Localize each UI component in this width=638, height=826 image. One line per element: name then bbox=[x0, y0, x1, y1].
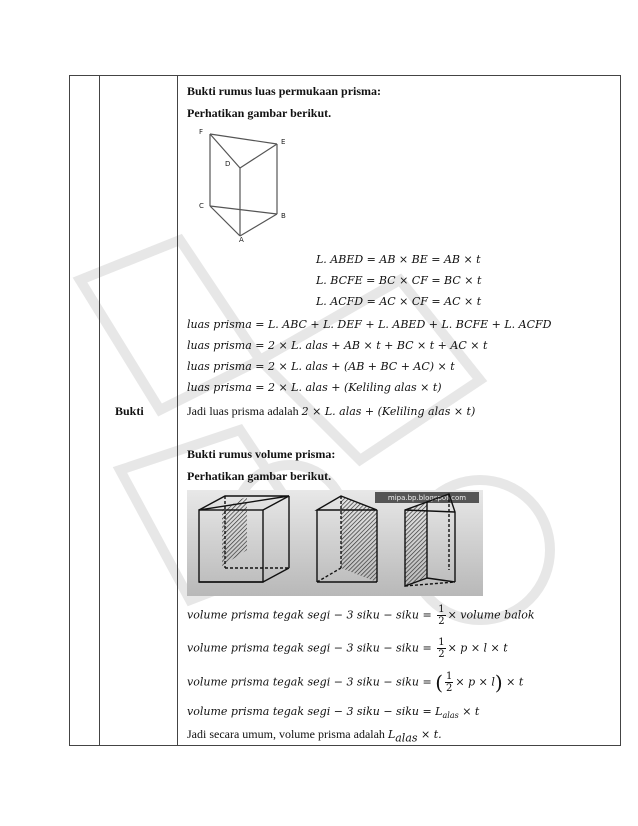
figure-caption: mipa.bp.blogspot.com bbox=[387, 494, 467, 502]
fraction-half bbox=[445, 671, 453, 694]
vertex-d-label: D bbox=[225, 160, 231, 168]
volume-line-3-lhs: volume prisma tegak segi − 3 siku − siku = bbox=[187, 675, 436, 689]
vertex-f-label: F bbox=[199, 128, 204, 136]
content-table bbox=[69, 75, 621, 746]
equation-abed: L. ABED = AB × BE = AB × t bbox=[316, 253, 481, 266]
proof-column bbox=[178, 76, 621, 746]
right-paren: ) bbox=[494, 670, 503, 695]
vertex-a-label: A bbox=[239, 236, 244, 242]
volume-line-3 bbox=[187, 671, 523, 694]
volume-line-2-rhs: × p × l × t bbox=[447, 641, 508, 655]
fraction-half bbox=[437, 604, 445, 627]
fraction-numerator: 1 bbox=[446, 671, 453, 682]
volume-conclusion-subscript: alas bbox=[395, 731, 418, 745]
equation-bcfe: L. BCFE = BC × CF = BC × t bbox=[316, 274, 482, 287]
volume-line-1-lhs: volume prisma tegak segi − 3 siku − siku = bbox=[187, 608, 436, 622]
vertex-b-label: B bbox=[281, 212, 286, 220]
volume-line-1-rhs: × volume balok bbox=[447, 608, 535, 622]
vertex-c-label: C bbox=[199, 202, 204, 210]
bukti-label: Bukti bbox=[115, 404, 144, 418]
fraction-denominator: 2 bbox=[438, 616, 445, 627]
volume-line-2 bbox=[187, 637, 508, 660]
fraction-numerator: 1 bbox=[438, 637, 445, 648]
volume-conclusion-rhs: × t. bbox=[417, 728, 442, 741]
vertex-e-label: E bbox=[281, 138, 286, 146]
volume-line-2-lhs: volume prisma tegak segi − 3 siku − siku = bbox=[187, 641, 436, 655]
volume-conclusion bbox=[187, 727, 442, 745]
volume-line-4-rhs: × t bbox=[458, 705, 480, 718]
surface-area-line-1: luas prisma = L. ABC + L. DEF + L. ABED + L. BCFE + L. ACFD bbox=[187, 318, 552, 331]
volume-line-4-lhs: volume prisma tegak segi − 3 siku − siku = L bbox=[187, 705, 443, 718]
volume-conclusion-l: L bbox=[387, 728, 396, 741]
volume-line-4 bbox=[187, 705, 479, 723]
volume-line-3-inner: × p × l bbox=[455, 675, 495, 689]
label-column bbox=[100, 76, 178, 746]
surface-area-conclusion-text: Jadi luas prisma adalah bbox=[187, 404, 302, 418]
blank-column bbox=[70, 76, 100, 746]
equation-acfd: L. ACFD = AC × CF = AC × t bbox=[316, 295, 482, 308]
volume-heading: Bukti rumus volume prisma: bbox=[187, 447, 336, 461]
fraction-numerator: 1 bbox=[438, 604, 445, 615]
surface-area-instruction: Perhatikan gambar berikut. bbox=[187, 106, 332, 120]
volume-line-3-rhs: × t bbox=[506, 675, 524, 689]
surface-area-conclusion-formula: 2 × L. alas + (Keliling alas × t) bbox=[301, 405, 476, 418]
fraction-denominator: 2 bbox=[446, 683, 453, 694]
surface-area-line-3: luas prisma = 2 × L. alas + (AB + BC + AC) × t bbox=[187, 360, 455, 373]
surface-area-heading: Bukti rumus luas permukaan prisma: bbox=[187, 84, 382, 98]
surface-area-line-2: luas prisma = 2 × L. alas + AB × t + BC × t + AC × t bbox=[187, 339, 488, 352]
triangular-prism-figure bbox=[195, 124, 295, 242]
fraction-denominator: 2 bbox=[438, 649, 445, 660]
volume-conclusion-text: Jadi secara umum, volume prisma adalah bbox=[187, 727, 388, 741]
prism-volume-figure bbox=[187, 490, 483, 596]
volume-line-1 bbox=[187, 604, 535, 627]
volume-instruction: Perhatikan gambar berikut. bbox=[187, 469, 332, 483]
surface-area-line-4: luas prisma = 2 × L. alas + (Keliling alas × t) bbox=[187, 381, 442, 394]
surface-area-conclusion bbox=[187, 404, 475, 419]
fraction-half bbox=[437, 637, 445, 660]
volume-line-4-subscript: alas bbox=[442, 711, 459, 721]
left-paren: ( bbox=[435, 670, 443, 695]
